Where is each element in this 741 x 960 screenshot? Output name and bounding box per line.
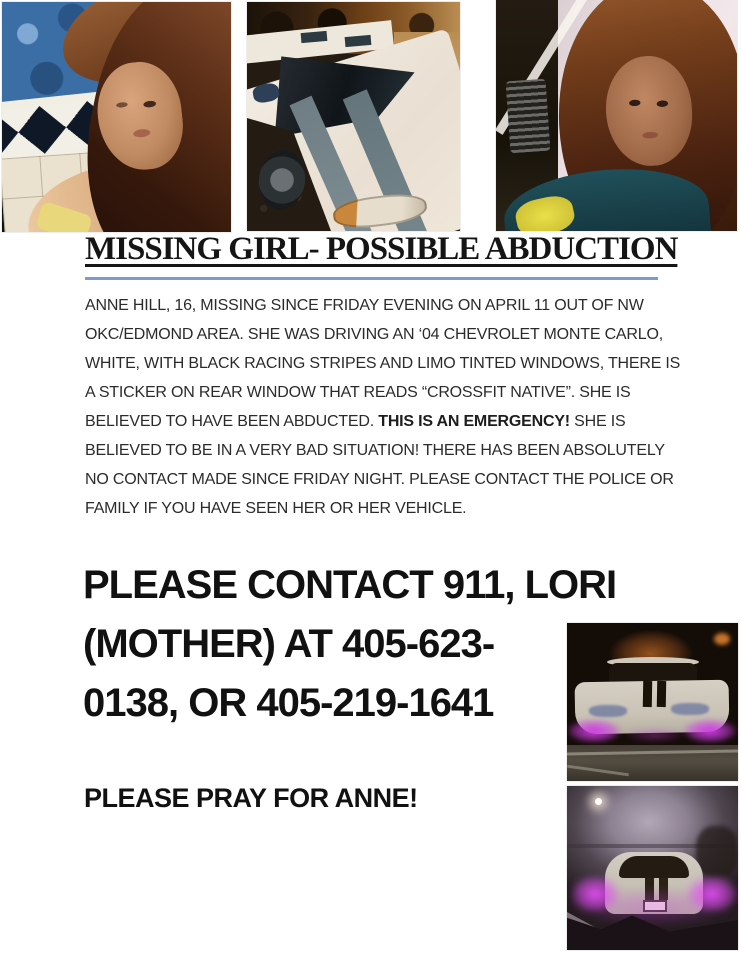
body-segment-3: SHE IS BELIEVED TO BE IN A VERY BAD SITUATION! THERE HAS BEEN ABSOLUTELY NO CONTACT MADE SINCE FRIDAY NIGHT. PLEASE CONTACT THE POLICE OR FAMILY IF YOU HAVE SEEN HER OR HER VEHICLE. [85,413,674,517]
body-paragraph [85,291,681,523]
metal-grille-object [506,79,551,154]
purple-underglow-center [623,727,687,743]
photo-white-car [247,2,460,231]
body-segment-1: ANNE HILL, 16, MISSING SINCE FRIDAY EVENING ON APRIL 11 OUT OF NW OKC/EDMOND AREA. SHE WAS DRIVING AN ‘04 CHEVROLET MONTE CARLO, WHITE, WITH BLACK RACING STRIPES AND LIMO TINTED WINDOWS, THERE IS A STICKER ON REAR WINDOW THAT READS “CROSSFIT NATIVE”. SHE IS BELIEVED TO HAVE BEEN ABDUCTED. [85,297,681,430]
body-segment-emergency: THIS IS AN EMERGENCY! [378,413,570,430]
hood-stripe-2 [657,681,666,707]
purple-underglow-wide [567,886,738,928]
purple-underglow-right [683,719,737,743]
photo-girl-selfie-right [496,0,737,231]
hood-stripe-1 [643,681,652,707]
photo-car-rear-night [567,786,738,950]
photo-girl-selfie-left [2,2,231,232]
headline: MISSING GIRL- POSSIBLE ABDUCTION [85,231,678,267]
contact-line-1: PLEASE CONTACT 911, LORI [83,563,617,607]
contact-line-2: (MOTHER) AT 405-623- [83,622,495,666]
streetlight-dot [595,798,602,805]
dark-tree-silhouette [696,826,738,878]
photo-car-front-night [567,623,738,781]
orange-light-spot [714,633,730,645]
contact-line-3: 0138, OR 405-219-1641 [83,681,494,725]
prayer-text: PLEASE PRAY FOR ANNE! [84,783,418,813]
bumper-decal-left [589,705,627,717]
contact-text [83,556,616,733]
headline-rule [85,277,658,280]
car-rear-window [619,856,689,878]
purple-underglow-left [567,719,621,743]
bumper-decal-right [671,703,709,715]
